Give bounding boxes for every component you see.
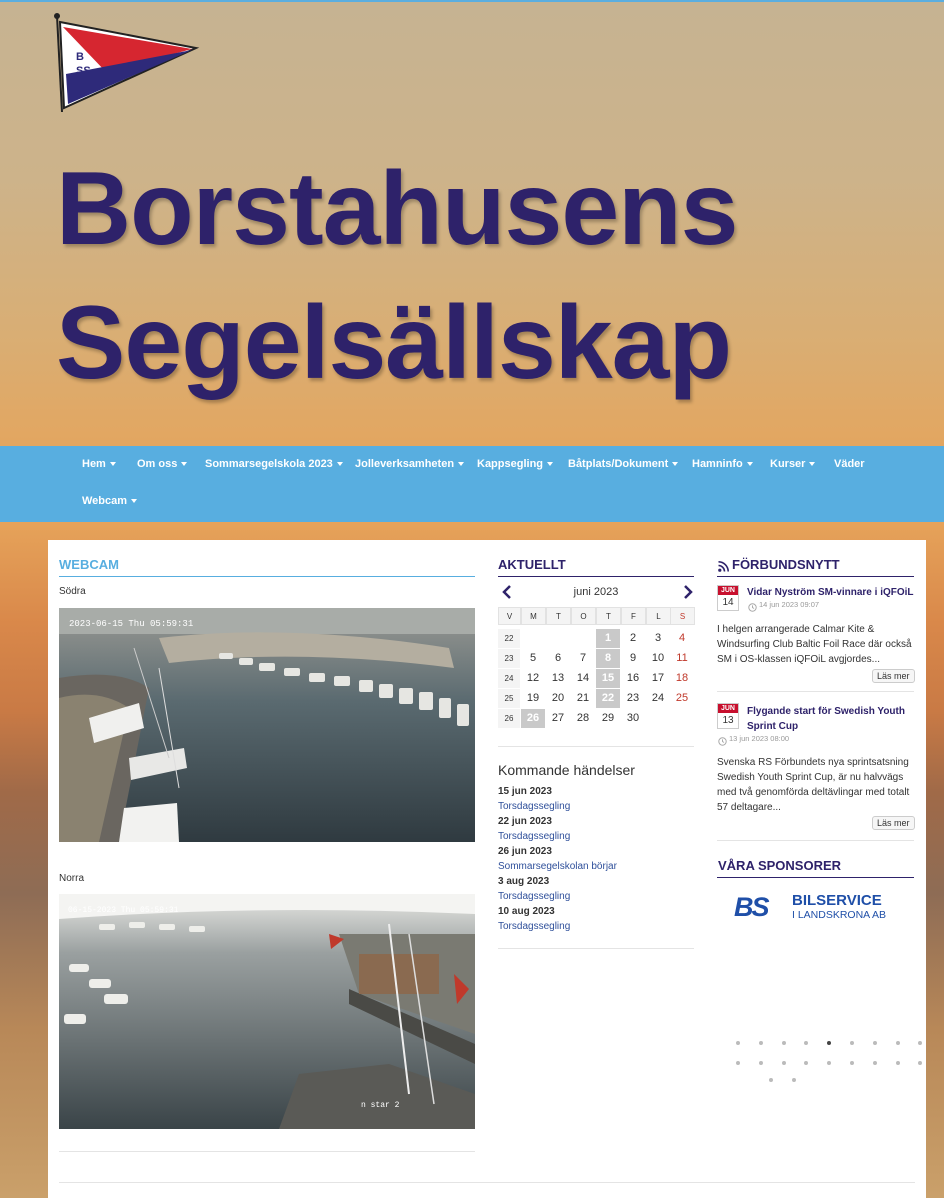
chevron-down-icon (131, 499, 137, 503)
panel-bottom-rule (59, 1182, 915, 1183)
event-link[interactable]: Torsdagssegling (498, 801, 571, 812)
calendar-event-day[interactable]: 8 (596, 649, 620, 668)
cam1-label: Södra (59, 586, 86, 597)
chevron-down-icon (337, 462, 343, 466)
news-date-badge (717, 585, 739, 611)
calendar-weekday-header: S (670, 607, 695, 625)
sponsors-title: VÅRA SPONSORER (718, 858, 842, 873)
nav-sommarsegelskola[interactable] (205, 458, 343, 470)
calendar-day: 24 (651, 692, 665, 704)
rss-icon (718, 559, 729, 570)
news-divider (717, 691, 914, 692)
carousel-dot[interactable] (759, 1061, 763, 1065)
logo-text: B (76, 51, 84, 63)
chevron-down-icon (809, 462, 815, 466)
aktuellt-title-rule (498, 576, 694, 577)
calendar-day: 14 (576, 672, 590, 684)
event-date: 26 jun 2023 (498, 846, 552, 857)
event-link[interactable]: Torsdagssegling (498, 831, 571, 842)
carousel-dot[interactable] (873, 1061, 877, 1065)
carousel-dot[interactable] (782, 1061, 786, 1065)
calendar-day: 19 (526, 692, 540, 704)
nav-vader[interactable] (834, 458, 865, 470)
calendar-day: 11 (676, 652, 688, 664)
cam2-caption: n star 2 (361, 1101, 400, 1110)
calendar-event-day[interactable]: 1 (596, 629, 620, 648)
calendar-day: 29 (601, 712, 615, 724)
site-header (0, 2, 944, 446)
carousel-dot[interactable] (736, 1041, 740, 1045)
aktuellt-title: AKTUELLT (498, 557, 566, 572)
clock-icon (718, 733, 727, 742)
news-date-badge (717, 703, 739, 729)
clock-icon (748, 599, 757, 608)
carousel-dot[interactable] (850, 1041, 854, 1045)
event-date: 3 aug 2023 (498, 876, 550, 887)
nav-batplats[interactable] (568, 458, 678, 470)
forbundsnytt-title-rule (717, 576, 914, 577)
calendar-day: 9 (629, 652, 637, 664)
news-meta: 14 jun 2023 09:07 (759, 600, 820, 609)
nav-label: Båtplats/Dokument (568, 458, 669, 470)
carousel-dot[interactable] (896, 1061, 900, 1065)
calendar-day: 16 (626, 672, 640, 684)
sponsor-logo-bs-bilservice[interactable] (734, 892, 900, 924)
sponsor-mark: BS (734, 892, 768, 922)
cam2-label: Norra (59, 873, 85, 884)
calendar-event-day[interactable]: 15 (596, 669, 620, 688)
event-link[interactable]: Sommarsegelskolan börjar (498, 861, 617, 872)
news-date-month: JUN (718, 586, 738, 595)
calendar-week-number: 25 (498, 689, 520, 708)
calendar-day: 5 (529, 652, 537, 664)
nav-hem[interactable] (82, 458, 116, 470)
calendar-day: 3 (654, 632, 662, 644)
news-title-link[interactable]: Flygande start för Swedish Youth Sprint Cup (747, 706, 905, 732)
carousel-dot[interactable] (736, 1061, 740, 1065)
nav-kurser[interactable] (770, 458, 815, 470)
calendar-day: 25 (675, 692, 689, 704)
site-title-line2: Segelsällskap (56, 285, 731, 401)
carousel-dot[interactable] (896, 1041, 900, 1045)
calendar-weekday-header: T (596, 607, 621, 625)
calendar-weekday-header: T (546, 607, 571, 625)
forbundsnytt-title: FÖRBUNDSNYTT (732, 557, 840, 572)
club-logo-flag[interactable] (54, 12, 200, 116)
calendar-weekday-header: F (621, 607, 646, 625)
calendar-event-day[interactable]: 26 (521, 709, 545, 728)
chevron-down-icon (458, 462, 464, 466)
calendar-day: 7 (579, 652, 587, 664)
calendar-month: juni 2023 (573, 586, 619, 598)
webcam-title: WEBCAM (59, 557, 119, 572)
calendar-day: 27 (551, 712, 565, 724)
sponsor-sub: I LANDSKRONA AB (792, 909, 886, 921)
read-more-button[interactable]: Läs mer (872, 669, 915, 683)
chevron-down-icon (110, 462, 116, 466)
calendar-weekday-header: O (571, 607, 596, 625)
news-date-day: 13 (722, 715, 734, 726)
site-title[interactable] (56, 142, 816, 410)
chevron-down-icon (747, 462, 753, 466)
site-title-line1: Borstahusens (56, 151, 738, 267)
carousel-dot[interactable] (759, 1041, 763, 1045)
calendar-weekday-header: L (646, 607, 671, 625)
news-bottom-rule (717, 840, 914, 841)
calendar-day: 20 (551, 692, 565, 704)
news-body: I helgen arrangerade Calmar Kite & Windsurfing Club Baltic Foil Race där också SM i OS-klassen iQFOiL avgjordes... (717, 624, 912, 665)
webcam-title-rule (59, 576, 475, 577)
event-date: 15 jun 2023 (498, 786, 552, 797)
news-body: Svenska RS Förbundets nya sprintsatsning Swedish Youth Sprint Cup, är nu halvvägs med två genomförda deltävlingar med totalt 57 deltagare... (717, 757, 910, 813)
news-date-day: 14 (722, 597, 734, 608)
events-bottom-rule (498, 948, 694, 949)
calendar-day: 17 (651, 672, 665, 684)
calendar-day: 10 (651, 652, 665, 664)
calendar-day: 4 (678, 632, 686, 644)
event-date: 22 jun 2023 (498, 816, 552, 827)
calendar-weekday-header: V (498, 607, 521, 625)
webcam-bottom-rule (59, 1151, 475, 1152)
calendar-day: 6 (554, 652, 562, 664)
nav-label: Sommarsegelskola 2023 (205, 458, 333, 470)
svg-text:SS: SS (76, 65, 91, 77)
nav-jolleverksamheten[interactable] (355, 458, 464, 470)
nav-om-oss[interactable] (137, 458, 187, 470)
webcam-image-norra[interactable] (59, 894, 475, 1129)
nav-label: Om oss (137, 458, 178, 470)
event-date: 10 aug 2023 (498, 906, 555, 917)
calendar-day: 28 (576, 712, 590, 724)
calendar-day: 30 (626, 712, 640, 724)
sponsor-name: BILSERVICE (792, 892, 882, 909)
calendar-event-day[interactable]: 22 (596, 689, 620, 708)
calendar-day: 18 (675, 672, 689, 684)
nav-webcam[interactable] (82, 495, 137, 507)
calendar-week-number: 26 (498, 709, 520, 728)
webcam-image-sodra[interactable] (59, 608, 475, 842)
event-link[interactable]: Torsdagssegling (498, 921, 571, 932)
calendar-bottom-rule (498, 746, 694, 747)
calendar-week-number: 22 (498, 629, 520, 648)
event-link[interactable]: Torsdagssegling (498, 891, 571, 902)
calendar-week-number: 23 (498, 649, 520, 668)
calendar-week-number: 24 (498, 669, 520, 688)
nav-label: Webcam (82, 495, 128, 507)
carousel-dot[interactable] (873, 1041, 877, 1045)
nav-label: Kurser (770, 458, 806, 470)
nav-label: Väder (834, 458, 865, 470)
nav-label: Kappsegling (477, 458, 544, 470)
calendar-next-icon[interactable] (681, 584, 695, 600)
calendar-day: 13 (551, 672, 565, 684)
calendar-day: 23 (626, 692, 640, 704)
read-more-button[interactable]: Läs mer (872, 816, 915, 830)
nav-kappsegling[interactable] (477, 458, 553, 470)
nav-label: Jolleverksamheten (355, 458, 455, 470)
nav-hamninfo[interactable] (692, 458, 753, 470)
cam2-timestamp: 06-15-2023 Thu 05:59:31 (68, 906, 179, 915)
calendar-day: 12 (526, 672, 540, 684)
carousel-dot[interactable] (850, 1061, 854, 1065)
chevron-down-icon (547, 462, 553, 466)
calendar-day: 21 (576, 692, 590, 704)
news-date-month: JUN (718, 704, 738, 713)
news-title-link[interactable]: Vidar Nyström SM-vinnare i iQFOiL (747, 587, 914, 598)
nav-label: Hamninfo (692, 458, 743, 470)
carousel-dot[interactable] (792, 1078, 796, 1082)
chevron-down-icon (181, 462, 187, 466)
carousel-dot[interactable] (782, 1041, 786, 1045)
news-meta: 13 jun 2023 08:00 (729, 734, 790, 743)
upcoming-title: Kommande händelser (498, 762, 635, 778)
calendar-weekday-header: M (521, 607, 546, 625)
nav-label: Hem (82, 458, 106, 470)
chevron-down-icon (672, 462, 678, 466)
carousel-dot[interactable] (769, 1078, 773, 1082)
calendar-day: 2 (629, 632, 637, 644)
cam1-timestamp: 2023-06-15 Thu 05:59:31 (69, 619, 194, 629)
sponsors-title-rule (717, 877, 914, 878)
